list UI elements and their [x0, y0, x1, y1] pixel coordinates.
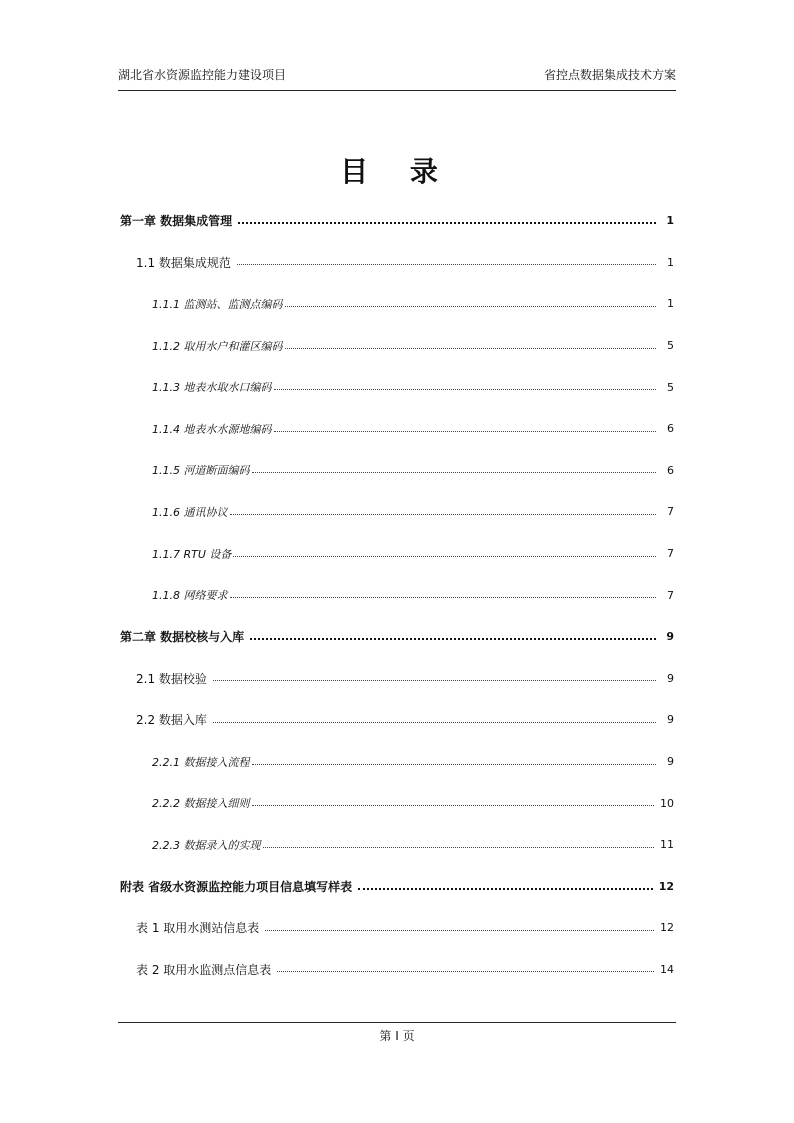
toc-entry[interactable]: [120, 408, 674, 450]
toc-entry-label: 2.1 数据校验: [136, 671, 207, 686]
page-title: 目 录: [340, 155, 454, 188]
toc-entry-label: 1.1 数据集成规范: [136, 255, 231, 270]
toc-leader-dots: [285, 305, 657, 307]
toc-entry[interactable]: [120, 366, 674, 408]
toc-entry-page-number: 7: [667, 588, 674, 602]
toc-entry-label: 1.1.8 网络要求: [152, 589, 228, 603]
toc-entry-label: 1.1.7 RTU 设备: [152, 547, 232, 561]
toc-entry-label: 1.1.5 河道断面编码: [152, 464, 250, 478]
toc-entry-label: 表 1 取用水测站信息表: [136, 921, 260, 936]
toc-leader-dots: [233, 555, 656, 557]
toc-leader-dots: [263, 846, 655, 848]
toc-entry-label: 附表 省级水资源监控能力项目信息填写样表: [120, 879, 353, 894]
toc-entry[interactable]: [120, 242, 674, 284]
toc-entry-page-number: 9: [667, 713, 674, 727]
toc-entry-page-number: 1: [666, 214, 674, 228]
toc-leader-dots: [230, 596, 657, 598]
toc-entry-label: 第一章 数据集成管理: [120, 214, 233, 229]
page-header: [118, 60, 676, 91]
toc-entry-label: 1.1.6 通讯协议: [152, 505, 228, 519]
toc-entry-page-number: 1: [667, 255, 674, 269]
toc-entry[interactable]: [120, 491, 674, 533]
page-footer: 第 I 页: [118, 1022, 676, 1044]
toc-leader-dots: [250, 637, 656, 640]
toc-entry-page-number: 9: [667, 755, 674, 769]
toc-leader-dots: [277, 970, 654, 972]
toc-entry[interactable]: [120, 824, 674, 866]
toc-entry-page-number: 9: [667, 671, 674, 685]
toc-entry[interactable]: [120, 533, 674, 575]
toc-entry-page-number: 5: [667, 339, 674, 353]
toc-entry[interactable]: [120, 450, 674, 492]
toc-leader-dots: [274, 388, 657, 390]
toc-entry-page-number: 7: [667, 547, 674, 561]
toc-leader-dots: [238, 221, 656, 224]
toc-entry[interactable]: [120, 907, 674, 949]
toc-entry[interactable]: [120, 574, 674, 616]
toc-entry-page-number: 12: [660, 921, 674, 935]
toc-entry-page-number: 6: [667, 422, 674, 436]
toc-entry-label: 2.2.2 数据接入细则: [152, 797, 250, 811]
toc-entry[interactable]: [120, 200, 674, 242]
toc-entry-label: 1.1.2 取用水户和灌区编码: [152, 339, 283, 353]
toc-entry-page-number: 1: [667, 297, 674, 311]
toc-entry-page-number: 10: [660, 796, 674, 810]
toc-entry-label: 1.1.3 地表水取水口编码: [152, 381, 272, 395]
toc-entry[interactable]: [120, 283, 674, 325]
toc-entry[interactable]: [120, 616, 674, 658]
toc-leader-dots: [265, 929, 654, 931]
toc-entry-page-number: 9: [666, 630, 674, 644]
toc-entry-label: 1.1.4 地表水水源地编码: [152, 422, 272, 436]
toc-entry-page-number: 11: [660, 838, 674, 852]
toc-entry-label: 第二章 数据校核与入库: [120, 630, 245, 645]
toc-leader-dots: [285, 347, 657, 349]
toc-entry-label: 表 2 取用水监测点信息表: [136, 962, 272, 977]
toc-entry-label: 1.1.1 监测站、监测点编码: [152, 297, 283, 311]
toc-entry-label: 2.2 数据入库: [136, 713, 207, 728]
toc-leader-dots: [274, 430, 657, 432]
header-document-name: 省控点数据集成技术方案: [543, 68, 676, 82]
toc-leader-dots: [252, 763, 657, 765]
toc-leader-dots: [237, 263, 656, 265]
toc-leader-dots: [230, 513, 657, 515]
toc-leader-dots: [213, 679, 656, 681]
toc-entry-label: 2.2.3 数据录入的实现: [152, 838, 261, 852]
toc-leader-dots: [252, 471, 657, 473]
toc-entry[interactable]: [120, 699, 674, 741]
toc-entry[interactable]: [120, 325, 674, 367]
toc-entry-page-number: 5: [667, 380, 674, 394]
toc-entry-label: 2.2.1 数据接入流程: [152, 755, 250, 769]
table-of-contents: [120, 200, 674, 990]
toc-entry[interactable]: [120, 782, 674, 824]
toc-entry-page-number: 7: [667, 505, 674, 519]
toc-leader-dots: [358, 887, 653, 890]
toc-entry[interactable]: [120, 658, 674, 700]
toc-entry[interactable]: [120, 866, 674, 908]
toc-entry-page-number: 14: [660, 962, 674, 976]
toc-entry-page-number: 12: [658, 879, 674, 893]
toc-entry[interactable]: [120, 949, 674, 991]
toc-leader-dots: [213, 721, 656, 723]
toc-entry[interactable]: [120, 741, 674, 783]
toc-leader-dots: [252, 804, 655, 806]
header-project-name: 湖北省水资源监控能力建设项目: [118, 68, 287, 82]
toc-entry-page-number: 6: [667, 463, 674, 477]
